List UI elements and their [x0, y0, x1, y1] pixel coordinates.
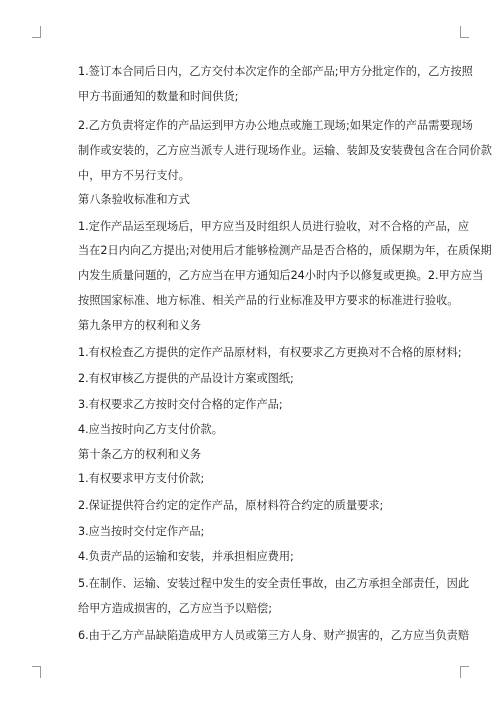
text-line: 4.应当按时向乙方支付价款。: [78, 423, 223, 436]
section-heading: 第十条乙方的权利和义务: [78, 448, 202, 461]
section-heading: 第九条甲方的权利和义务: [78, 319, 202, 332]
section-heading: 第八条验收标准和方式: [78, 193, 190, 206]
text-line: 1.有权检查乙方提供的定作产品原材料，有权要求乙方更换对不合格的原材料;: [78, 346, 462, 359]
text-line: 2.保证提供符合约定的定作产品，原材料符合约定的质量要求;: [78, 499, 384, 512]
text-line: 制作或安装的，乙方应当派专人进行现场作业。运输、装卸及安装费包含在合同价款: [78, 144, 492, 157]
crop-mark-bottom-left: [32, 666, 41, 678]
crop-mark-bottom-right: [460, 666, 469, 678]
text-line: 中，甲方不另行支付。: [78, 169, 190, 182]
text-line: 1.有权要求甲方支付价款;: [78, 472, 205, 485]
text-line: 2.有权审核乙方提供的产品设计方案或图纸;: [78, 372, 294, 385]
text-line: 甲方书面通知的数量和时间供货;: [78, 90, 239, 103]
text-line: 按照国家标准、地方标准、相关产品的行业标准及甲方要求的标准进行验收。: [78, 294, 459, 307]
text-line: 1.定作产品运至现场后，甲方应当及时组织人员进行验收，对不合格的产品，应: [78, 220, 470, 233]
text-line: 6.由于乙方产品缺陷造成甲方人员或第三方人身、财产损害的，乙方应当负责赔: [78, 629, 470, 642]
crop-mark-top-right: [460, 26, 469, 38]
crop-mark-top-left: [32, 26, 41, 38]
text-line: 1.签订本合同后日内，乙方交付本次定作的全部产品;甲方分批定作的，乙方按照: [78, 65, 473, 78]
text-line: 3.应当按时交付定作产品;: [78, 525, 205, 538]
text-line: 2.乙方负责将定作的产品运到甲方办公地点或施工现场;如果定作的产品需要现场: [78, 119, 473, 132]
text-line: 5.在制作、运输、安装过程中发生的安全责任事故，由乙方承担全部责任，因此: [78, 577, 470, 590]
text-line: 内发生质量问题的，乙方应当在甲方通知后24小时内予以修复或更换。2.甲方应当: [78, 269, 484, 282]
text-line: 3.有权要求乙方按时交付合格的定作产品;: [78, 398, 283, 411]
text-line: 4.负责产品的运输和安装，并承担相应费用;: [78, 550, 294, 563]
text-line: 当在2日内向乙方提出;对使用后才能够检测产品是否合格的，质保期为年，在质保期: [78, 244, 492, 257]
text-line: 给甲方造成损害的，乙方应当予以赔偿;: [78, 602, 272, 615]
